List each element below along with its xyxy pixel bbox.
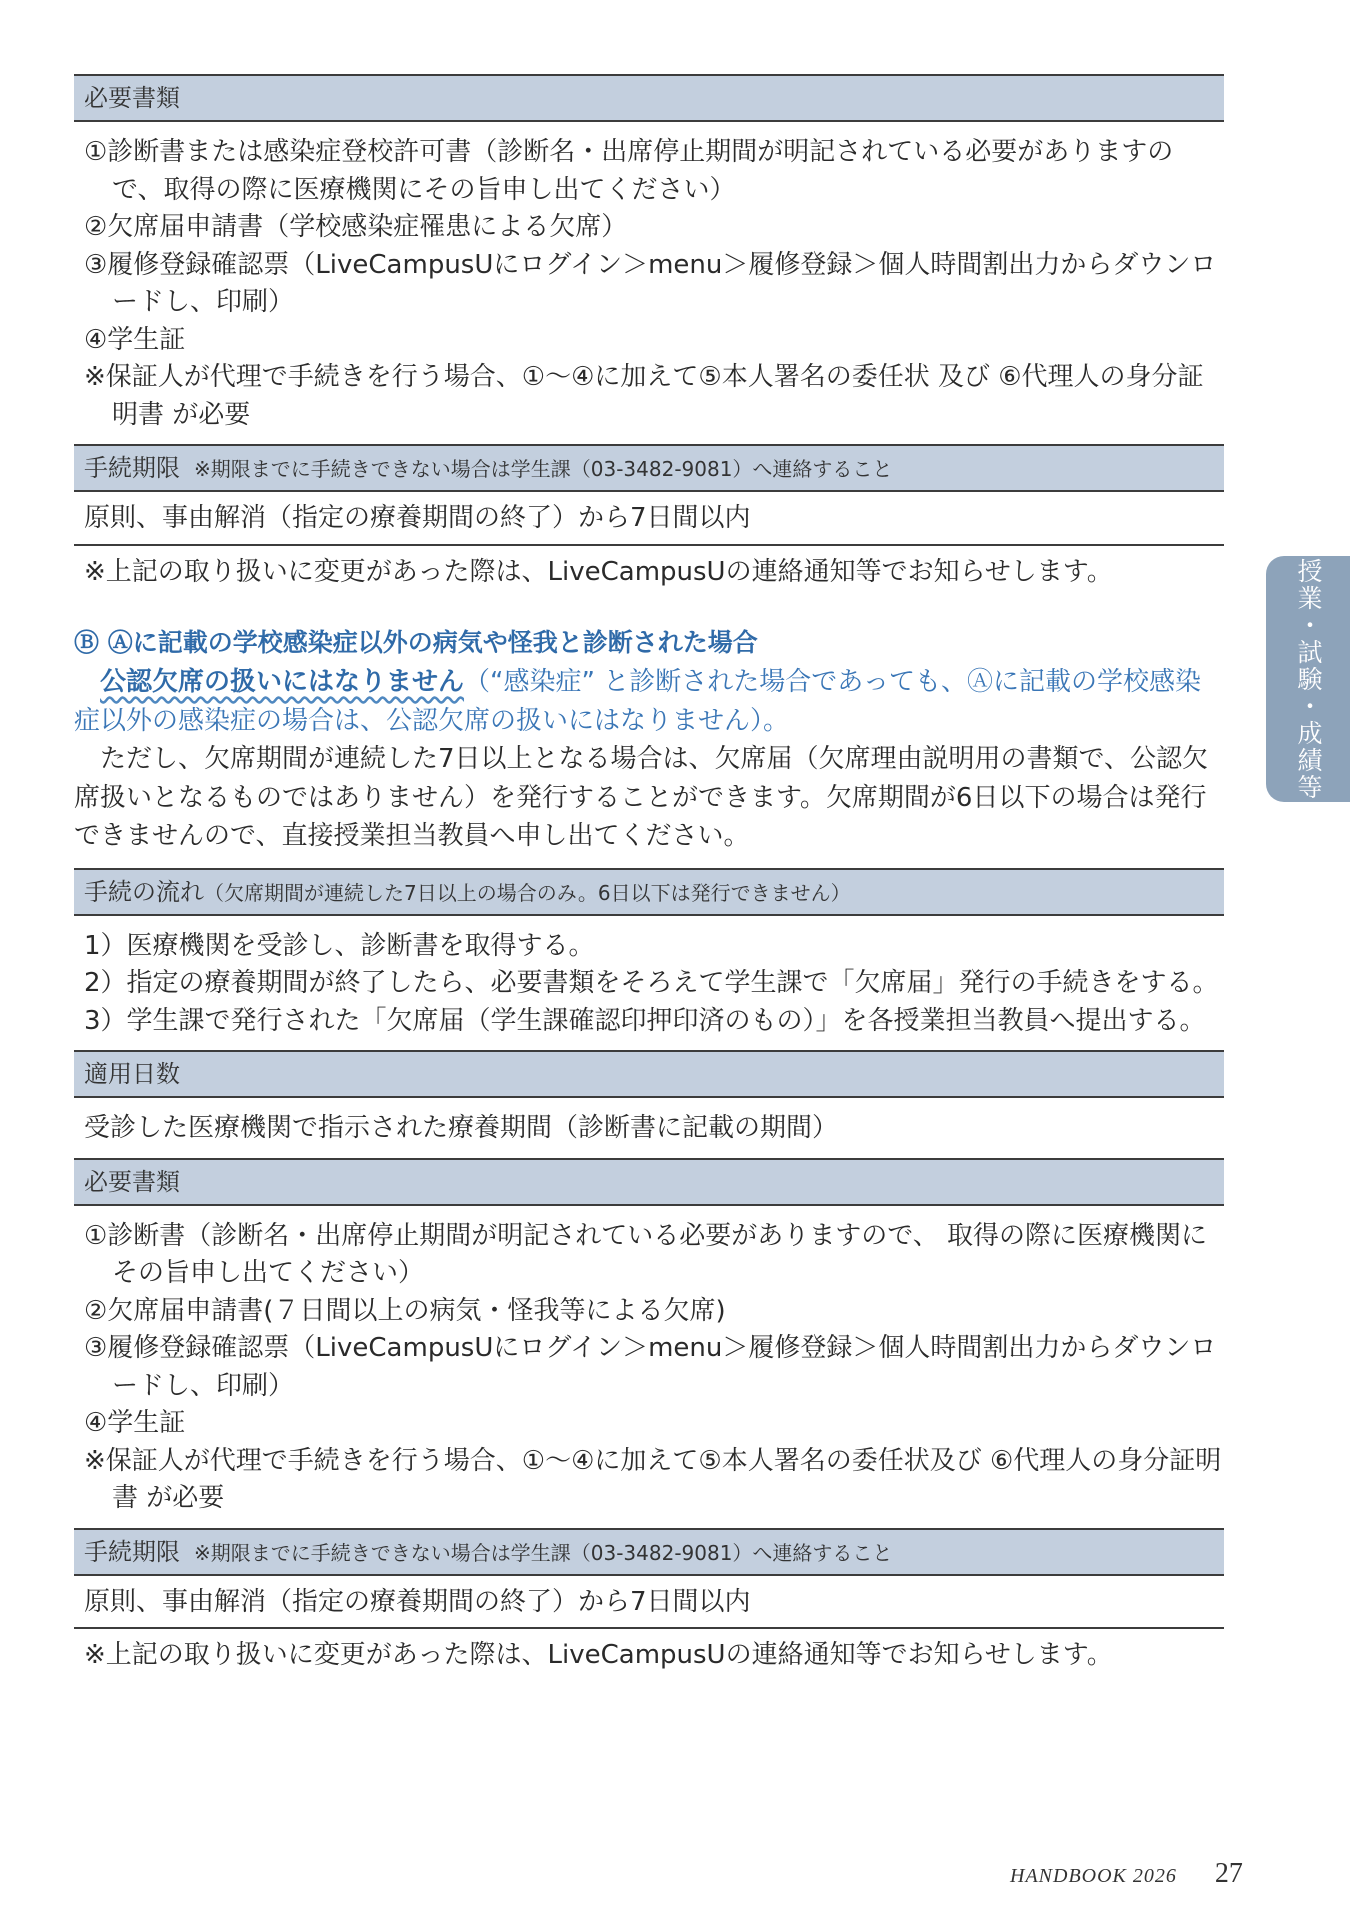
emphasis-text: 公認欠席の扱いにはなりません bbox=[100, 667, 465, 697]
side-index-tab: 授業・試験・成績等 bbox=[1266, 556, 1350, 802]
section-b-intro bbox=[74, 663, 1224, 740]
change-note-b: ※上記の取り扱いに変更があった際は、LiveCampusUの連絡通知等でお知らせします。 bbox=[84, 1640, 1113, 1670]
page-content bbox=[74, 74, 1224, 1675]
deadline-text-b: 原則、事由解消（指定の療養期間の終了）から7日間以内 bbox=[74, 1576, 1224, 1630]
deadline-note: ※期限までに手続きできない場合は学生課（03-3482-9081）へ連絡すること bbox=[194, 1540, 893, 1565]
list-item: ④学生証 bbox=[84, 324, 186, 355]
section-header-deadline bbox=[74, 444, 1224, 492]
header-label: 必要書類 bbox=[84, 1167, 180, 1196]
deadline-note: ※期限までに手続きできない場合は学生課（03-3482-9081）へ連絡すること bbox=[194, 457, 893, 481]
flow-note: （欠席期間が連続した7日以上の場合のみ。6日以下は発行できません） bbox=[204, 880, 851, 905]
days-text: 受診した医療機関で指示された療養期間（診断書に記載の期間） bbox=[84, 1113, 839, 1143]
handbook-label: HANDBOOK 2026 bbox=[1010, 1865, 1177, 1887]
header-label: 必要書類 bbox=[84, 84, 180, 112]
section-header-flow bbox=[74, 868, 1224, 916]
list-item: ④学生証 bbox=[84, 1408, 186, 1438]
section-header-required-docs bbox=[74, 74, 1224, 122]
deadline-text: 原則、事由解消（指定の療養期間の終了）から7日間以内 bbox=[74, 492, 1224, 546]
page-footer bbox=[1010, 1858, 1243, 1890]
page-number: 27 bbox=[1214, 1858, 1243, 1889]
list-item: 1）医療機関を受診し、診断書を取得する。 bbox=[84, 930, 595, 961]
required-docs-list-b bbox=[74, 1206, 1224, 1528]
section-header-deadline-b bbox=[74, 1528, 1224, 1576]
list-item: 2）指定の療養期間が終了したら、必要書類をそろえて学生課で「欠席届」発行の手続きをする。 bbox=[84, 968, 1219, 998]
list-item: ②欠席届申請書(７日間以上の病気・怪我等による欠席) bbox=[84, 1295, 726, 1326]
flow-steps-list bbox=[74, 916, 1224, 1051]
list-item: ②欠席届申請書（学校感染症罹患による欠席） bbox=[84, 212, 628, 242]
list-item: ③履修登録確認票（LiveCampusUにログイン＞menu＞履修登録＞個人時間割出力からダウンロードし、印刷） bbox=[84, 249, 1217, 317]
section-b-heading: Ⓑ Ⓐに記載の学校感染症以外の病気や怪我と診断された場合 bbox=[74, 628, 758, 657]
paragraph-text: ただし、欠席期間が連続した7日以上となる場合は、欠席届（欠席理由説明用の書類で、公認欠席扱いとなるものではありません）を発行することができます。欠席期間が6日以下の場合は発行できませんので、直接授業担当教員へ申し出てください。 bbox=[74, 744, 1209, 851]
list-item: ③履修登録確認票（LiveCampusUにログイン＞menu＞履修登録＞個人時間割出力からダウンロードし、印刷） bbox=[84, 1333, 1217, 1401]
header-label: 手続期限 bbox=[84, 454, 180, 482]
list-item: ①診断書または感染症登校許可書（診断名・出席停止期間が明記されている必要がありますので、取得の際に医療機関にその旨申し出てください） bbox=[84, 137, 1174, 205]
emphasis-paren: （“感染症” と診断された場合であっても、Ⓐに記載の学校感染症以外の感染症の場合は、公認欠席の扱いにはなりません）。 bbox=[74, 667, 1201, 736]
required-docs-list bbox=[74, 122, 1224, 444]
list-item: ※保証人が代理で手続きを行う場合、①～④に加えて⑤本人署名の委任状及び ⑥代理人の身分証明書 が必要 bbox=[84, 1445, 1222, 1513]
section-header-required-docs-b bbox=[74, 1158, 1224, 1206]
section-header-days bbox=[74, 1050, 1224, 1098]
header-label: 適用日数 bbox=[84, 1060, 180, 1088]
list-item: 3）学生課で発行された「欠席届（学生課確認印押印済のもの）」を各授業担当教員へ提出する。 bbox=[84, 1005, 1206, 1036]
change-note: ※上記の取り扱いに変更があった際は、LiveCampusUの連絡通知等でお知らせします。 bbox=[84, 556, 1113, 587]
list-item: ※保証人が代理で手続きを行う場合、①～④に加えて⑤本人署名の委任状 及び ⑥代理人の身分証明書 が必要 bbox=[84, 362, 1204, 430]
section-b-paragraph bbox=[74, 740, 1224, 856]
header-label: 手続期限 bbox=[84, 1537, 180, 1566]
list-item: ①診断書（診断名・出席停止期間が明記されている必要がありますので、 取得の際に医療機関にその旨申し出てください） bbox=[84, 1220, 1208, 1288]
header-label: 手続の流れ bbox=[84, 877, 204, 906]
